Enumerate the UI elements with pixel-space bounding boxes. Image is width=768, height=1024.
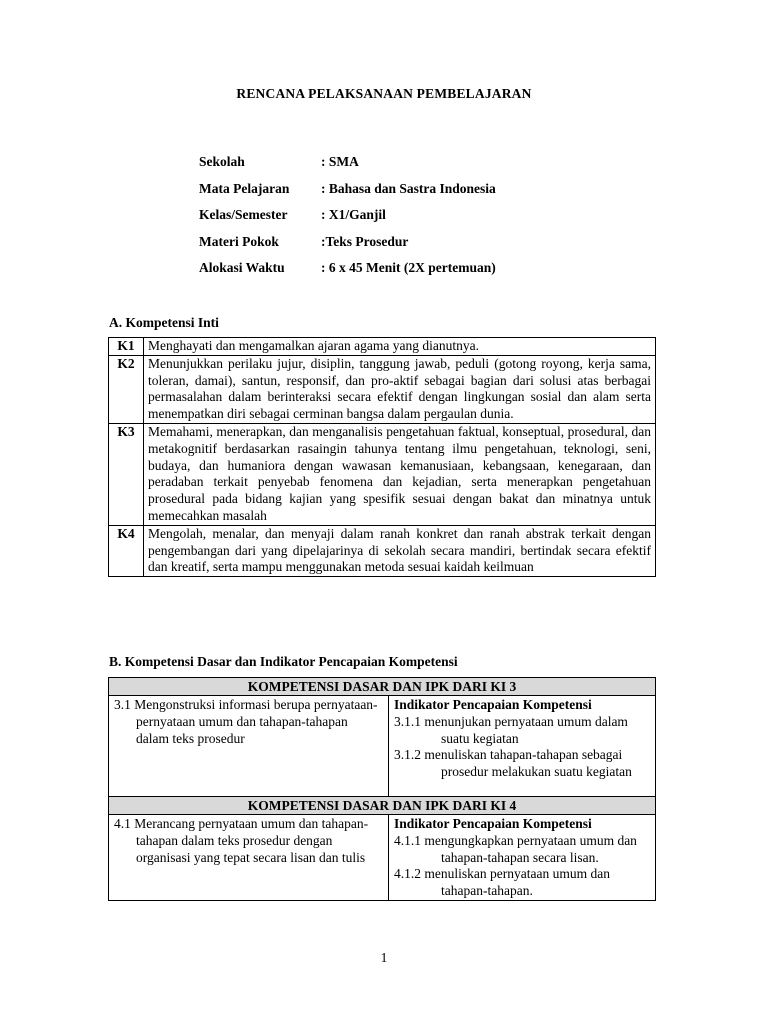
- kompetensi-inti-table: [108, 337, 656, 577]
- ki-text: Memahami, menerapkan, dan menganalisis pengetahuan faktual, konseptual, prosedural, dan metakognitif berdasarkan rasaingin tahunya tentang ilmu pengetahuan, teknologi, seni, budaya, dan humaniora dengan wawasan kemanusiaan, kebangsaan, kenegaraan, dan peradaban terkait penyebab fenomena dan kejadian, serta menerapkan pengetahuan prosedural pada bidang kajian yang spesifik sesuai dengan bakat dan minatnya untuk memecahkan masalah: [144, 423, 656, 525]
- indicator-cell: [389, 696, 656, 797]
- info-label: Kelas/Semester: [199, 207, 288, 222]
- info-label: Materi Pokok: [199, 233, 279, 249]
- indicator-cell: [389, 815, 656, 901]
- kd-text: 4.1 Merancang pernyataan umum dan tahapan-tahapan dalam teks prosedur dengan organisasi yang tepat secara lisan dan tulis: [114, 816, 369, 865]
- indicator-item: 4.1.2 menuliskan pernyataan umum dan tahapan-tahapan.: [394, 866, 610, 899]
- info-label: Sekolah: [199, 154, 245, 169]
- kompetensi-dasar-table: [108, 677, 656, 901]
- table-row: [109, 696, 656, 797]
- page-number: 1: [380, 950, 388, 965]
- ki-code: K2: [109, 355, 144, 423]
- kd-header: KOMPETENSI DASAR DAN IPK DARI KI 3: [109, 678, 656, 696]
- ki-code: K4: [109, 525, 144, 576]
- info-value: : X1/Ganjil: [321, 207, 386, 222]
- ki-code: K3: [109, 423, 144, 525]
- info-row: [199, 234, 496, 261]
- info-row: [199, 181, 496, 208]
- info-label: Alokasi Waktu: [199, 260, 285, 275]
- info-value: : 6 x 45 Menit (2X pertemuan): [321, 260, 496, 275]
- section-heading-a: A. Kompetensi Inti: [109, 315, 219, 330]
- ki-text: Menghayati dan mengamalkan ajaran agama yang dianutnya.: [144, 338, 656, 356]
- indicator-item: 3.1.2 menuliskan tahapan-tahapan sebagai prosedur melakukan suatu kegiatan: [394, 747, 632, 780]
- indicator-title: Indikator Pencapaian Kompetensi: [394, 697, 592, 712]
- info-row: [199, 260, 496, 287]
- table-row: [109, 338, 656, 356]
- section-heading-b: B. Kompetensi Dasar dan Indikator Pencapaian Kompetensi: [109, 654, 458, 669]
- info-row: [199, 154, 496, 181]
- table-row: [109, 797, 656, 815]
- info-label: Mata Pelajaran: [199, 180, 290, 196]
- indicator-item: 3.1.1 menunjukan pernyataan umum dalam suatu kegiatan: [394, 713, 628, 746]
- info-table: [199, 154, 496, 287]
- info-value: : SMA: [321, 154, 359, 169]
- info-value: :Teks Prosedur: [321, 233, 409, 249]
- ki-code: K1: [109, 338, 144, 356]
- kd-header: KOMPETENSI DASAR DAN IPK DARI KI 4: [109, 797, 656, 815]
- kd-cell: [109, 696, 389, 797]
- info-value: : Bahasa dan Sastra Indonesia: [321, 180, 496, 196]
- table-row: [109, 815, 656, 901]
- table-row: [109, 355, 656, 423]
- indicator-item: 4.1.1 mengungkapkan pernyataan umum dan tahapan-tahapan secara lisan.: [394, 832, 637, 865]
- ki-text: Mengolah, menalar, dan menyaji dalam ranah konkret dan ranah abstrak terkait dengan pengembangan dari yang dipelajarinya di sekolah secara mandiri, bertindak secara efektif dan kreatif, serta mampu menggunakan metoda sesuai kaidah keilmuan: [144, 525, 656, 576]
- info-row: [199, 207, 496, 234]
- indicator-title: Indikator Pencapaian Kompetensi: [394, 816, 592, 831]
- table-row: [109, 423, 656, 525]
- kd-cell: [109, 815, 389, 901]
- document-title: RENCANA PELAKSANAAN PEMBELAJARAN: [236, 86, 532, 101]
- kd-text: 3.1 Mengonstruksi informasi berupa pernyataan-pernyataan umum dan tahapan-tahapan dalam teks prosedur: [114, 697, 378, 746]
- ki-text: Menunjukkan perilaku jujur, disiplin, tanggung jawab, peduli (gotong royong, kerja sama, toleran, damai), santun, responsif, dan pro-aktif sebagai bagian dari solusi atas berbagai permasalahan dalam berinteraksi secara efektif dengan lingkungan sosial dan alam serta menempatkan diri sebagai cerminan bangsa dalam pergaulan dunia.: [144, 355, 656, 423]
- table-row: [109, 678, 656, 696]
- table-row: [109, 525, 656, 576]
